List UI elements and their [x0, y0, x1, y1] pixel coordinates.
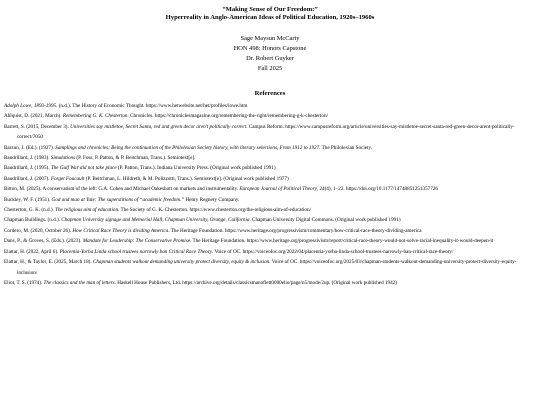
reference-text: . Chapman University Digital Commons. (Original work published 1991) — [249, 217, 401, 224]
reference-text: Elattar, H., & Taylor, E. (2025, March 18). — [4, 259, 93, 266]
reference-italic-title: The classics and the man of letters — [43, 279, 115, 286]
reference-text: . The Society of G. K. Chesterton. https://www.chesterton.org/the-religious-aim-of-education/ — [118, 207, 311, 214]
reference-italic-title: Placentia-Yorba Linda school trustees narrowly ban Critical Race Theory — [59, 248, 213, 255]
reference-text: Bitton, M. (2025). A conservatism of the left: G.A. Cohen and Michael Oakeshott on markets and instrumentality. — [4, 186, 240, 193]
reference-text: Baudrillard, J. (1983). — [4, 155, 51, 162]
reference-text: Henry Regnery Company. — [184, 196, 240, 203]
reference-italic-title: Samplings and chronicles: Being the continuation of the Philolexian Society history, with literary selections, From 1912 to 1927 — [55, 144, 320, 151]
reference-text: Baudrillard, J. (1995). — [4, 165, 51, 172]
reference-italic-title: Forget Foucault — [50, 175, 85, 182]
reference-text: (P. Patton, Trans.). Indiana University Press. (Original work published 1991) — [116, 165, 276, 172]
reference-italic-title: Simulations — [50, 155, 76, 162]
term: Fall 2025 — [257, 65, 283, 72]
advisor-name: Dr. Robert Guyker — [246, 55, 294, 62]
reference-text: . Campus Reform. https://www.campusreform.org/article/universities-say-mistletoe-secret-santa-red-green-decor-arent-politically-correct/7050 — [17, 123, 515, 141]
reference-italic-title: Universities say mistletoe, Secret Santa, red and green decor aren't politically correct — [70, 123, 247, 130]
reference-text: , 24(4), 1–22. https://doi.org/10.1177/14748851251357726 — [316, 186, 438, 193]
reference-text: (P. Beitchman, L. Hildreth, & M. Polizzotti, Trans.). Semiotext[e]. (Original work published 1977) — [84, 175, 289, 182]
course-name: HON 498: Honors Capstone — [233, 45, 307, 52]
reference-entry — [4, 257, 534, 278]
reference-entry — [4, 278, 534, 288]
reference-entry — [4, 247, 534, 257]
reference-italic-title: Chapman University signage and Memorial Hall, Chapman University, Orange, California — [61, 217, 250, 224]
reference-entry — [4, 174, 534, 184]
reference-italic-title: Chapman students walkout demanding university protect diversity, equity & inclusion — [92, 259, 270, 266]
reference-text: Barzun, J. (Ed.). (1927). — [4, 144, 56, 151]
reference-text: Chesterton, G. K. (n.d.). — [4, 207, 56, 214]
reference-text: . The Heritage Foundation. https://www.heritage.org/progressivism/report/critical-race-theory-would-not-solve-racial-inequality-it-would-deepen-it — [190, 238, 494, 245]
reference-italic-title: How Critical Race Theory is dividing America — [72, 227, 169, 234]
reference-text: Baudrillard, J. (2007). — [4, 175, 51, 182]
reference-text: . The Heritage Foundation. https://www.heritage.org/progressivism/commentary/how-critical-race-theory-dividing-america — [168, 227, 422, 234]
reference-text: Chapman Buildings. (n.d.). — [4, 217, 62, 224]
reference-entry — [4, 195, 534, 205]
reference-entry — [4, 101, 534, 111]
reference-entry — [4, 184, 534, 194]
reference-text: Eliot, T. S. (1974). — [4, 279, 44, 286]
reference-entry — [4, 226, 534, 236]
reference-text: . (n.d.). The History of Economic Thought. https://www.hetwebsite.net/het/profiles/lowe.htm — [56, 103, 248, 109]
reference-text: Buckley, W. F. (1951). — [4, 196, 52, 203]
reference-text: (P. Foss, P. Patton, & P. Beitchman, Trans.). Semiotext[e]. — [75, 155, 196, 162]
reference-text: . Voice of OC. https://voiceofoc.org/2025/03/chapman-students-walkout-demanding-university-protect-diversity-equity-inclusion/ — [17, 259, 517, 276]
paper-title-line-2: Hyperreality in Anglo-American Ideas of Political Education, 1920s–1960s — [165, 14, 375, 21]
references-heading: References — [254, 90, 286, 97]
reference-entry — [4, 153, 534, 163]
reference-text: . Chronicles. https://chroniclesmagazine.org/remembering-the-right/remembering-g-k-chesterton/ — [127, 113, 328, 120]
reference-italic-title: Adolph Lowe, 1893-1995 — [4, 103, 57, 109]
reference-italic-title: God and man at Yale: The superstitions of “academic freedom.” — [51, 196, 185, 203]
reference-text: Elattar, H. (2022, April 6). — [4, 248, 60, 255]
reference-entry — [4, 236, 534, 246]
author-name: Sage Maysun McCarty — [240, 35, 300, 42]
reference-entry — [4, 143, 534, 153]
reference-entry — [4, 163, 534, 173]
title-block — [0, 0, 540, 22]
reference-text: Ahlquist, D. (2021, March). — [4, 113, 63, 120]
references-list — [0, 101, 540, 288]
reference-text: . Voice of OC. https://voiceofoc.org/2022/04/placentia-yorba-linda-school-trustees-narrowly-ban-critical-race-theory/ — [212, 248, 454, 255]
reference-entry — [4, 215, 534, 225]
reference-italic-title: European Journal of Political Theory — [239, 186, 317, 193]
reference-italic-title: The Gulf War did not take place — [50, 165, 117, 172]
reference-text: . Haskell House Publishers, Ltd. https://archive.org/details/classicsmanoflett0000elio/page/n5/mode/2up. (Original work published 1942) — [114, 279, 397, 286]
reference-text: . The Philolexian Society. — [319, 144, 372, 151]
paper-title-line-1: “Making Sense of Our Freedom:” — [222, 6, 318, 13]
reference-entry — [4, 205, 534, 215]
reference-italic-title: Remembering G. K. Chesterton — [62, 113, 128, 120]
reference-entry — [4, 122, 534, 143]
reference-text: Barrett, S. (2015, December 3). — [4, 123, 71, 130]
reference-italic-title: Mandate for Leadership: The Conservative Promise — [82, 238, 191, 245]
reference-text: Dans, P., & Groves, S. (Eds.). (2023). — [4, 238, 83, 245]
author-block — [0, 34, 540, 74]
reference-entry — [4, 111, 534, 121]
reference-text: Cordero, M. (2020, October 26). — [4, 227, 73, 234]
reference-italic-title: The religious aim of education — [55, 207, 119, 214]
